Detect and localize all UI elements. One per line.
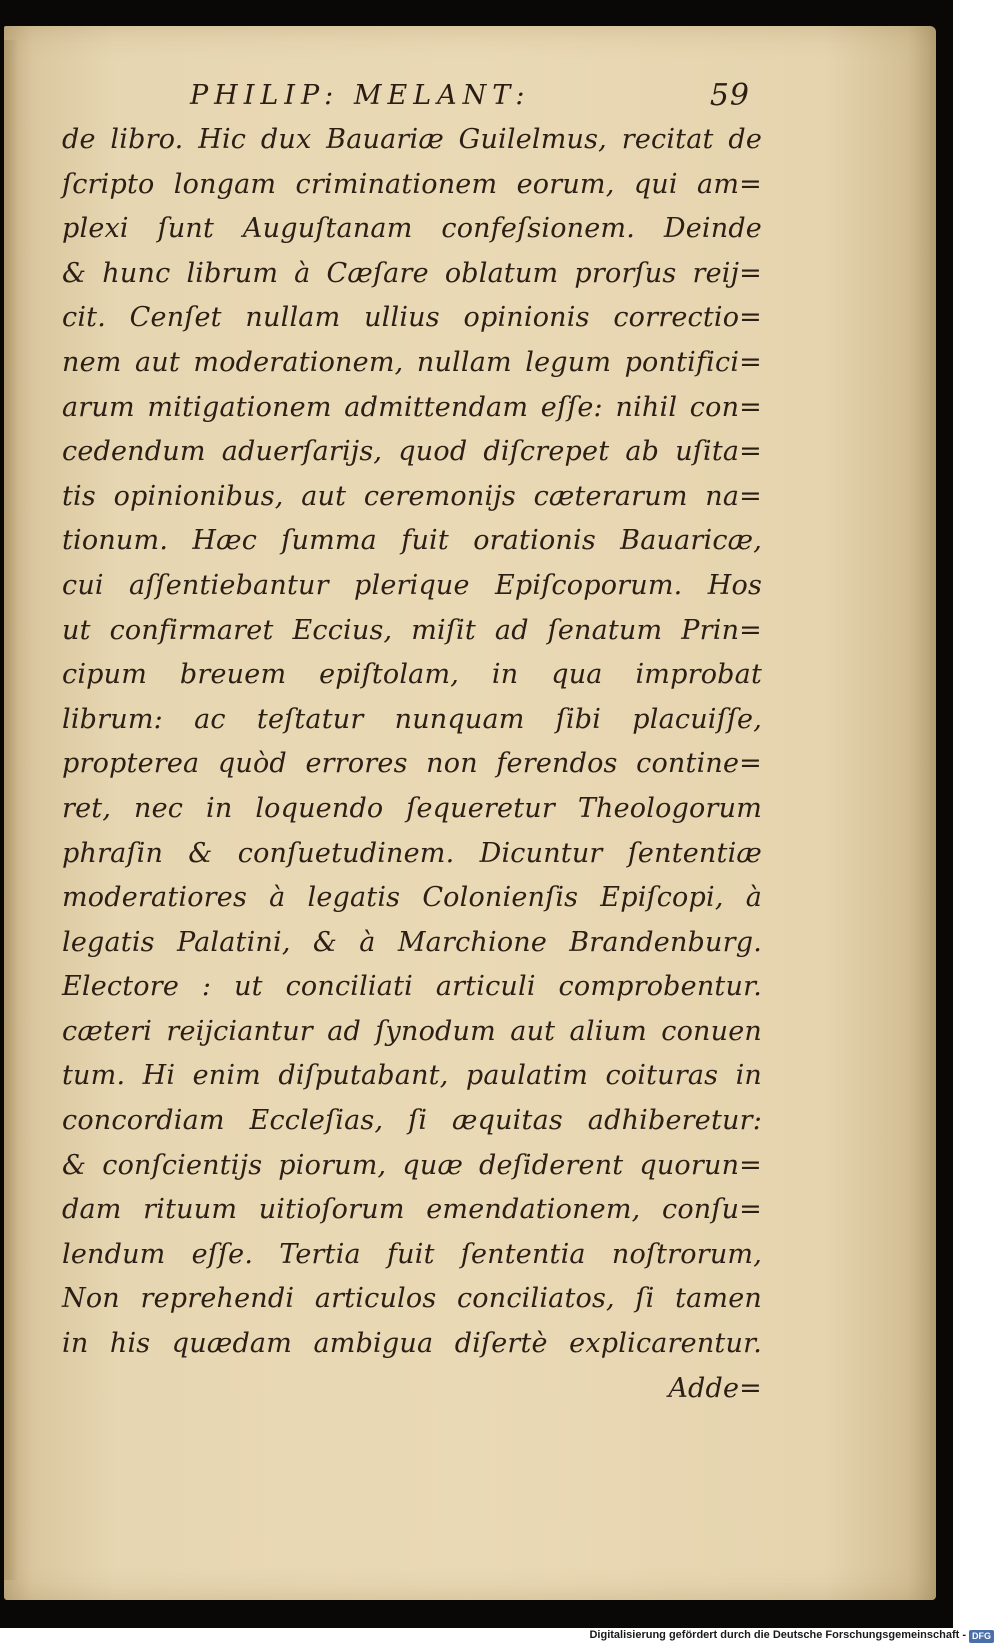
page-header <box>190 80 750 120</box>
text-line: Electore : ut conciliati articuli comprobentur. <box>62 971 762 1003</box>
text-line: concordiam Eccleſias, ſi æquitas adhiberetur: <box>62 1105 762 1137</box>
text-line: lendum eſſe. Tertia fuit ſententia noſtrorum, <box>62 1238 762 1270</box>
text-line: de libro. Hic dux Bauariæ Guilelmus, recitat de <box>62 124 762 155</box>
text-line: plexi ſunt Auguſtanam confeſsionem. Deinde <box>62 213 762 245</box>
catchword: Adde= <box>668 1372 762 1404</box>
text-line: moderatiores à legatis Colonienſis Epiſcopi, à <box>62 882 762 914</box>
text-line: arum mitigationem admittendam eſſe: nihil con= <box>62 391 762 423</box>
page-gutter-shadow <box>4 40 18 1580</box>
text-line: tum. Hi enim diſputabant, paulatim coituras in <box>62 1060 762 1092</box>
text-line: cit. Cenſet nullam ullius opinionis correctio= <box>62 302 762 334</box>
text-line: dam rituum uitioſorum emendationem, conſu= <box>62 1194 762 1226</box>
dfg-logo: DFG <box>969 1630 994 1643</box>
body-text <box>62 118 762 1411</box>
funding-credit: Digitalisierung gefördert durch die Deutsche Forschungsgemeinschaft - <box>589 1629 966 1641</box>
text-line: ſcripto longam criminationem eorum, qui am= <box>62 168 762 200</box>
text-line: librum: ac teſtatur nunquam ſibi placuiſſe, <box>62 703 762 735</box>
text-line: in his quædam ambigua diſertè explicarentur. <box>62 1328 762 1360</box>
text-line: propterea quòd errores non ferendos contine= <box>62 748 762 780</box>
text-line: cui aſſentiebantur plerique Epiſcoporum. Hos <box>62 569 762 601</box>
text-line: ret, nec in loquendo ſequeretur Theologorum <box>62 792 762 824</box>
text-line: ut confirmaret Eccius, miſit ad ſenatum Prin= <box>62 614 762 646</box>
digitization-footer <box>0 1628 1000 1646</box>
text-line: & hunc librum à Cæſare oblatum prorſus reij= <box>62 257 762 289</box>
text-line: cedendum aduerſarijs, quod diſcrepet ab uſita= <box>62 436 762 468</box>
text-line: phraſin & conſuetudinem. Dicuntur ſententiæ <box>62 837 762 869</box>
text-line: cæteri reijciantur ad ſynodum aut alium conuen <box>62 1015 762 1047</box>
text-line: nem aut moderationem, nullam legum pontifici= <box>62 346 762 378</box>
page-number: 59 <box>709 78 750 113</box>
text-line: & conſcientijs piorum, quæ deſiderent quorun= <box>62 1149 762 1181</box>
text-line: legatis Palatini, & à Marchione Brandenburg. <box>62 926 762 958</box>
text-line: Non reprehendi articulos conciliatos, ſi tamen <box>62 1283 762 1315</box>
text-line: tis opinionibus, aut ceremonijs cæterarum na= <box>62 480 762 512</box>
running-head: PHILIP: MELANT: <box>190 80 531 111</box>
text-line: cipum breuem epiſtolam, in qua improbat <box>62 659 762 691</box>
text-line: tionum. Hæc ſumma fuit orationis Bauaricæ, <box>62 525 762 557</box>
